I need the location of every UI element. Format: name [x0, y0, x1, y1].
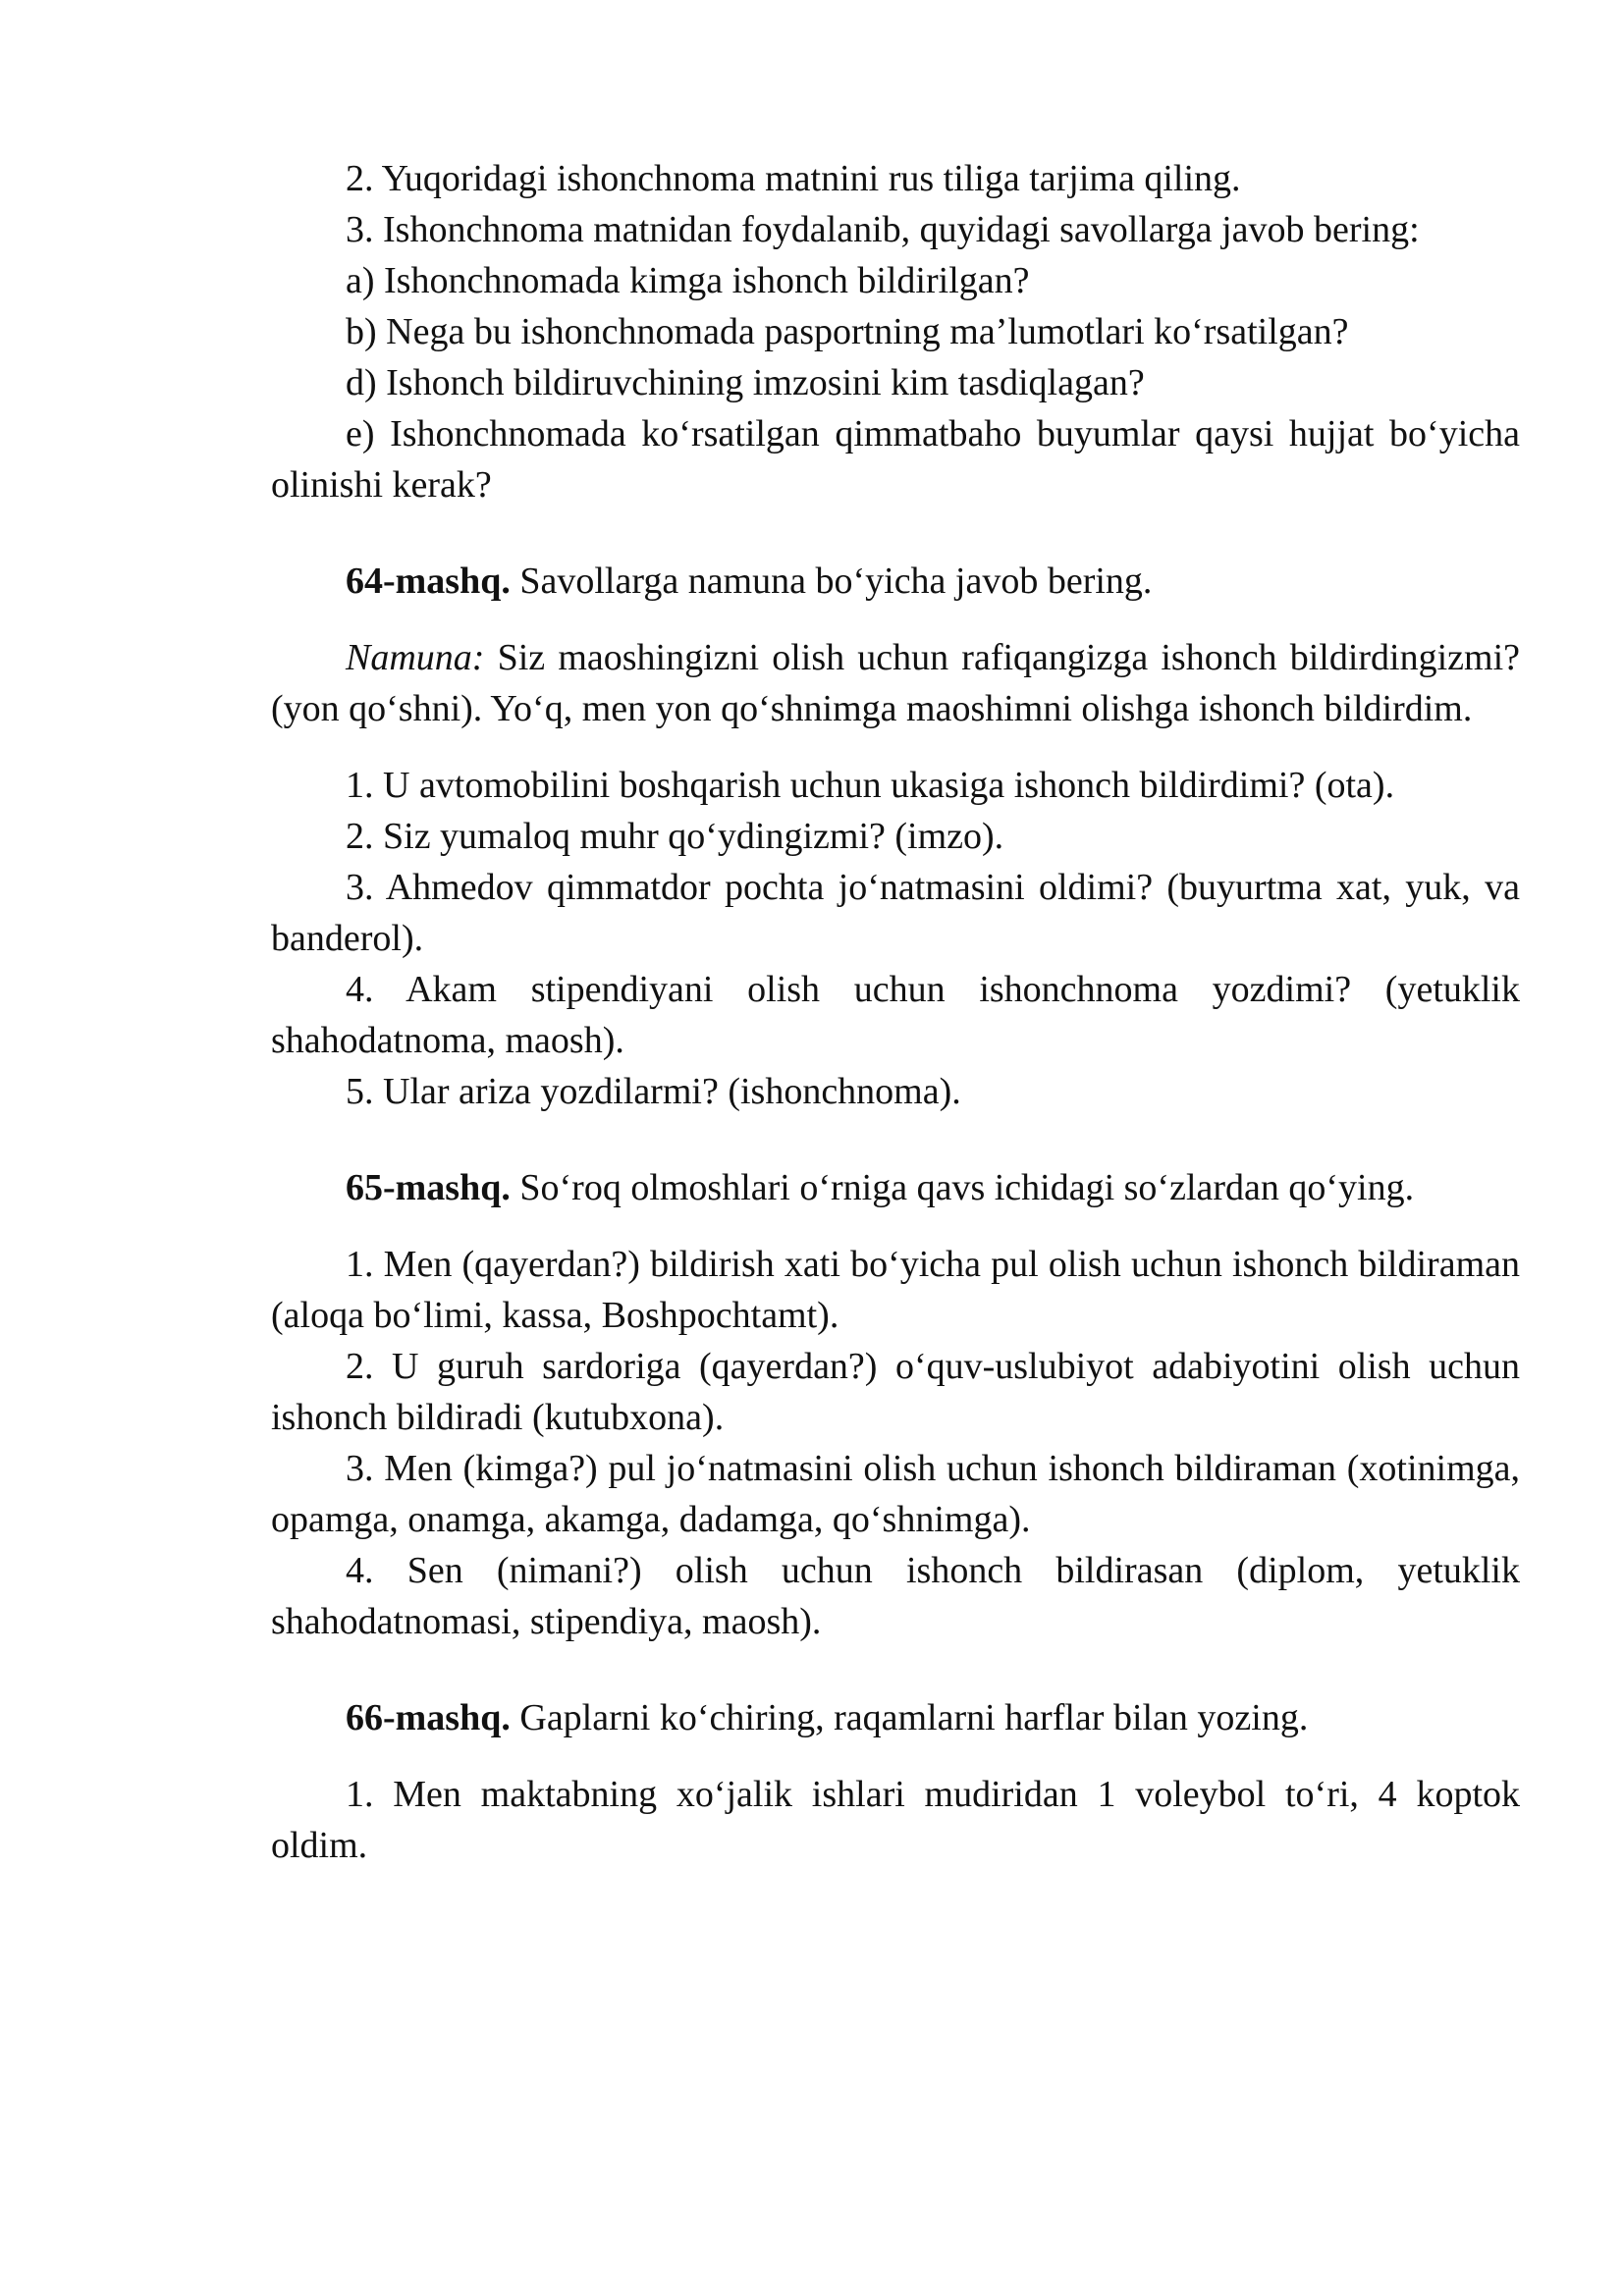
sample-label: Namuna: [346, 637, 485, 678]
exercise-65-item: 4. Sen (nimani?) olish uchun ishonch bildirasan (diplom, yetuklik shahodatnomasi, stipendiya, maosh). [271, 1550, 1520, 1642]
exercise-65-item: 1. Men (qayerdan?) bildirish xati bo‘yicha pul olish uchun ishonch bildiraman (aloqa bo‘limi, kassa, Boshpochtamt). [271, 1244, 1520, 1336]
document-page [271, 153, 1520, 1871]
exercise-65-item: 3. Men (kimga?) pul jo‘natmasini olish uchun ishonch bildiraman (xotinimga, opamga, onamga, akamga, dadamga, qo‘shnimga). [271, 1448, 1520, 1540]
exercise-66-label: 66-mashq. [346, 1697, 511, 1738]
exercise-66-heading [271, 1692, 1520, 1743]
question-d: d) Ishonch bildiruvchining imzosini kim tasdiqlagan? [346, 362, 1145, 403]
exercise-64-instruction: Savollarga namuna bo‘yicha javob bering. [510, 561, 1153, 602]
exercise-65-instruction: So‘roq olmoshlari o‘rniga qavs ichidagi so‘zlardan qo‘ying. [510, 1167, 1415, 1208]
sample-text: Siz maoshingizni olish uchun rafiqangizga ishonch bildirdingizmi? (yon qo‘shni). Yo‘q, men yon qo‘shnimga maoshimni olishga ishonch bildirdim. [271, 637, 1520, 729]
exercise-64-heading [271, 556, 1520, 607]
exercise-65-item: 2. U guruh sardoriga (qayerdan?) o‘quv-uslubiyot adabiyotini olish uchun ishonch bildiradi (kutubxona). [271, 1346, 1520, 1438]
exercise-64-item: 1. U avtomobilini boshqarish uchun ukasiga ishonch bildirdimi? (ota). [346, 765, 1395, 806]
exercise-64-label: 64-mashq. [346, 561, 511, 602]
question-a: a) Ishonchnomada kimga ishonch bildirilgan? [346, 260, 1030, 301]
question-b: b) Nega bu ishonchnomada pasportning ma’lumotlari ko‘rsatilgan? [346, 311, 1349, 352]
exercise-64-item: 3. Ahmedov qimmatdor pochta jo‘natmasini oldimi? (buyurtma xat, yuk, va banderol). [271, 867, 1520, 959]
exercise-65-heading [271, 1162, 1520, 1213]
exercise-64-sample [271, 632, 1520, 734]
exercise-64-item: 2. Siz yumaloq muhr qo‘ydingizmi? (imzo). [346, 816, 1004, 857]
question-e: e) Ishonchnomada ko‘rsatilgan qimmatbaho buyumlar qaysi hujjat bo‘yicha olinishi kerak? [271, 413, 1520, 506]
exercise-65-label: 65-mashq. [346, 1167, 511, 1208]
question-2: 2. Yuqoridagi ishonchnoma matnini rus tiliga tarjima qiling. [346, 158, 1241, 199]
exercise-66-item: 1. Men maktabning xo‘jalik ishlari mudiridan 1 voleybol to‘ri, 4 koptok oldim. [271, 1774, 1520, 1866]
exercise-66-instruction: Gaplarni ko‘chiring, raqamlarni harflar bilan yozing. [510, 1697, 1309, 1738]
exercise-64-item: 5. Ular ariza yozdilarmi? (ishonchnoma). [346, 1071, 961, 1112]
exercise-64-item: 4. Akam stipendiyani olish uchun ishonchnoma yozdimi? (yetuklik shahodatnoma, maosh). [271, 969, 1520, 1061]
question-3: 3. Ishonchnoma matnidan foydalanib, quyidagi savollarga javob bering: [346, 209, 1420, 250]
